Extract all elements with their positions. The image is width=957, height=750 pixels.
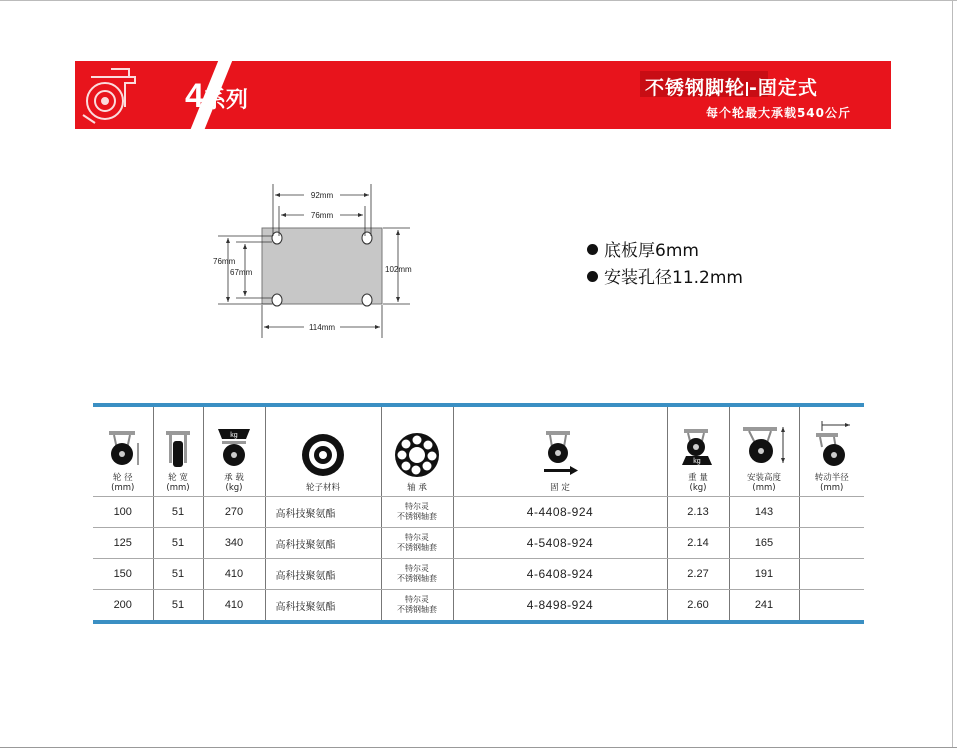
svg-text:kg: kg — [230, 432, 238, 439]
header-bearing: 轴 承 — [381, 407, 453, 497]
dim-bottom: 114mm — [308, 323, 336, 332]
dim-left-outer: 76mm — [213, 257, 236, 266]
title-separator — [746, 82, 748, 96]
cell-weight: 2.13 — [667, 497, 729, 528]
header-load: kg 承 载 (kg) — [203, 407, 265, 497]
header-radius: 转动半径 (mm) — [799, 407, 864, 497]
cell-material: 高科技聚氨酯 — [265, 528, 381, 559]
frame-top-line — [0, 0, 957, 1]
bullet-icon — [587, 271, 598, 282]
note-item: 安装孔径11.2mm — [587, 265, 743, 292]
cell-width: 51 — [153, 528, 203, 559]
dim-right: 102mm — [385, 265, 412, 274]
cell-diameter: 100 — [93, 497, 153, 528]
cell-load: 410 — [203, 559, 265, 590]
cell-radius — [799, 559, 864, 590]
cell-material: 高科技聚氨酯 — [265, 497, 381, 528]
cell-width: 51 — [153, 559, 203, 590]
cell-width: 51 — [153, 590, 203, 621]
spec-table — [93, 403, 864, 624]
series-heading — [185, 77, 248, 116]
product-title: 不锈钢脚轮 -固定式 — [645, 77, 818, 99]
header-width: 轮 宽 (mm) — [153, 407, 203, 497]
cell-diameter: 150 — [93, 559, 153, 590]
product-title-suffix: 固定式 — [757, 77, 818, 99]
weight-icon — [678, 427, 718, 469]
cell-model: 4-8498-924 — [453, 590, 667, 621]
cell-model: 4-4408-924 — [453, 497, 667, 528]
cell-weight: 2.14 — [667, 528, 729, 559]
table-row — [93, 559, 864, 590]
bullet-icon — [587, 244, 598, 255]
cell-load: 270 — [203, 497, 265, 528]
header-banner — [75, 61, 891, 129]
cell-weight: 2.60 — [667, 590, 729, 621]
table-bottom-bar — [93, 620, 864, 624]
header-height: 安装高度 (mm) — [729, 407, 799, 497]
cell-diameter: 200 — [93, 590, 153, 621]
series-text: 系列 — [203, 88, 248, 113]
wheel-material-icon — [299, 431, 347, 479]
spec-notes — [587, 238, 743, 292]
wheel-width-icon — [161, 427, 195, 469]
spec-grid — [93, 407, 864, 620]
frame-bottom-line — [0, 747, 957, 748]
mounting-height-icon — [739, 423, 789, 469]
cell-diameter: 125 — [93, 528, 153, 559]
cell-load: 410 — [203, 590, 265, 621]
wheel-diameter-icon — [105, 427, 141, 469]
dim-top-inner: 76mm — [310, 211, 334, 220]
cell-material: 高科技聚氨酯 — [265, 559, 381, 590]
cell-model: 4-6408-924 — [453, 559, 667, 590]
header-diameter: 轮 径 (mm) — [93, 407, 153, 497]
note-item: 底板厚6mm — [587, 238, 743, 265]
mounting-plate-diagram — [200, 180, 450, 350]
cell-radius — [799, 497, 864, 528]
header-fixed: 固 定 — [453, 407, 667, 497]
dim-top-outer: 92mm — [310, 191, 334, 200]
cell-radius — [799, 590, 864, 621]
frame-right-line — [952, 0, 953, 748]
cell-bearing: 特尔灵 不锈钢轴套 — [381, 497, 453, 528]
header-weight: kg 重 量 (kg) — [667, 407, 729, 497]
cell-weight: 2.27 — [667, 559, 729, 590]
load-subtitle: 每个轮最大承载540公斤 — [705, 106, 851, 120]
cell-height: 143 — [729, 497, 799, 528]
cell-load: 340 — [203, 528, 265, 559]
swivel-radius-icon — [808, 419, 856, 469]
cell-width: 51 — [153, 497, 203, 528]
table-row — [93, 528, 864, 559]
cell-height: 241 — [729, 590, 799, 621]
load-capacity-icon — [212, 427, 256, 469]
table-row — [93, 497, 864, 528]
bearing-icon — [393, 431, 441, 479]
caster-logo-icon — [81, 63, 151, 127]
fixed-caster-icon — [540, 429, 580, 479]
table-header-row — [93, 407, 864, 497]
cell-bearing: 特尔灵 不锈钢轴套 — [381, 590, 453, 621]
series-number: 4 — [185, 77, 204, 115]
cell-bearing: 特尔灵 不锈钢轴套 — [381, 559, 453, 590]
cell-height: 165 — [729, 528, 799, 559]
plate — [262, 228, 382, 306]
cell-model: 4-5408-924 — [453, 528, 667, 559]
dim-left-inner: 67mm — [230, 268, 253, 277]
product-title-main: 不锈钢脚轮 — [645, 77, 746, 99]
cell-material: 高科技聚氨酯 — [265, 590, 381, 621]
cell-bearing: 特尔灵 不锈钢轴套 — [381, 528, 453, 559]
cell-radius — [799, 528, 864, 559]
svg-text:kg: kg — [693, 458, 701, 465]
table-row — [93, 590, 864, 621]
cell-height: 191 — [729, 559, 799, 590]
header-material: 轮子材料 — [265, 407, 381, 497]
